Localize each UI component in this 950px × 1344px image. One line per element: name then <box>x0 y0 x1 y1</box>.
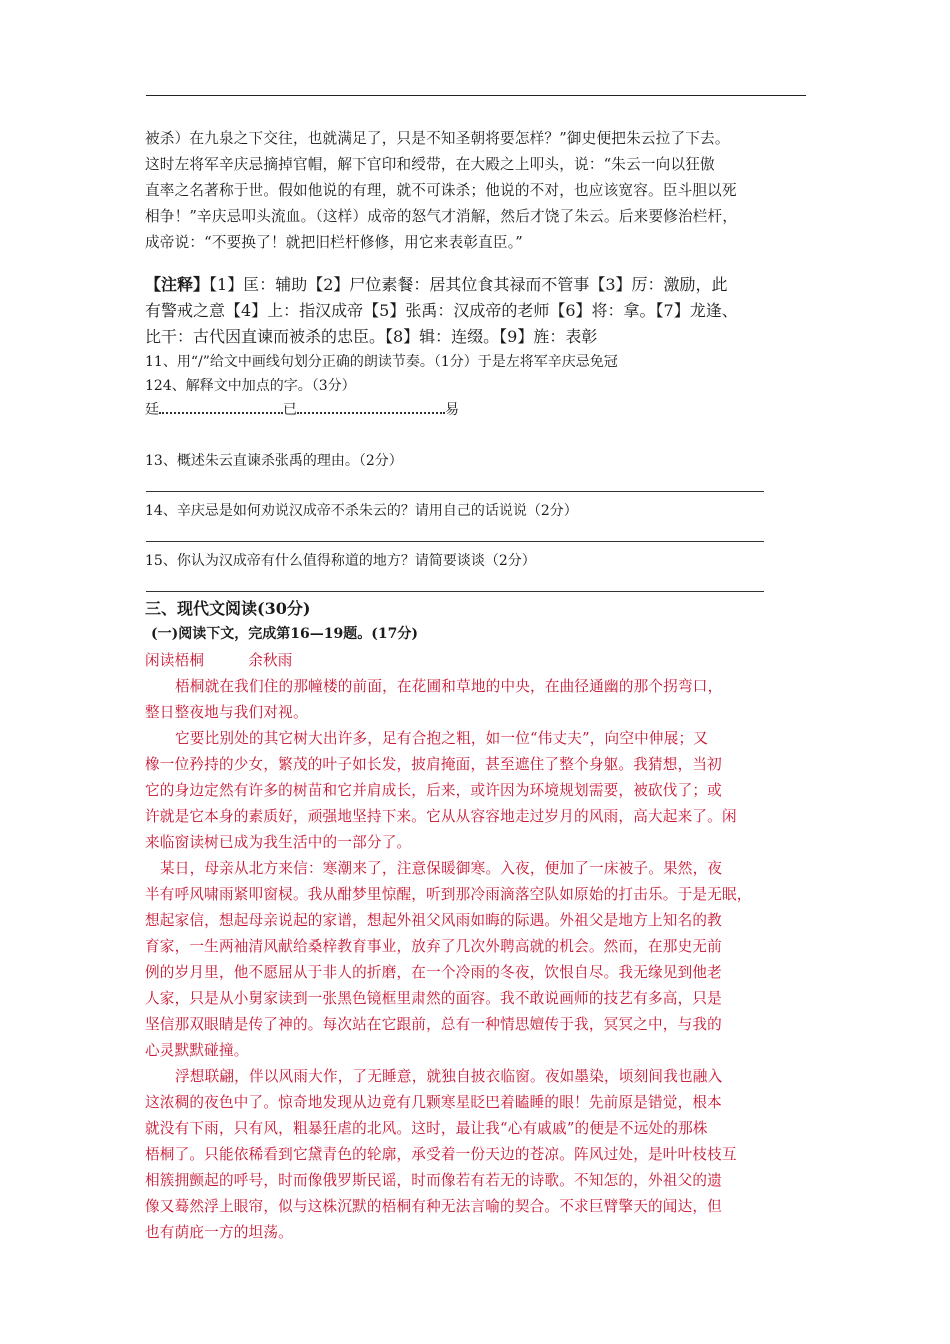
classical-translation <box>145 126 815 256</box>
article-paragraph <box>145 1064 815 1246</box>
text-line: 橡一位矜持的少女，繁茂的叶子如长发，披肩掩面，甚至遮住了整个身躯。我猜想，当初 <box>145 756 722 773</box>
text-line: 半有呼风啸雨紧叩窗棂。我从酣梦里惊醒，听到那冷雨滴落空队如原始的打击乐。于是无眠， <box>145 886 752 903</box>
text-line: 像又蓦然浮上眼帘，似与这株沉默的梧桐有种无法言喻的契合。不求巨臂擎天的闻达，但 <box>145 1198 722 1215</box>
text-line: 成帝说：“不要换了！就把旧栏杆修修，用它来表彰直臣。” <box>145 234 523 251</box>
question-12-blanks <box>145 398 815 422</box>
answer-blank[interactable] <box>297 398 445 414</box>
text-line: 相簇拥颤起的呼号，时而像俄罗斯民谣，时而像若有若无的诗歌。不知怎的，外祖父的遗 <box>145 1172 722 1189</box>
question-12: 124、解释文中加点的字。（3分） <box>145 378 356 394</box>
text-line: 某日，母亲从北方来信：寒潮来了，注意保暖御寒。入夜，便加了一床被子。果然，夜 <box>160 860 723 877</box>
text-line: 直率之名著称于世。假如他说的有理，就不可诛杀；他说的不对，也应该宽容。臣斗胆以死 <box>145 182 737 199</box>
question-15: 15、你认为汉成帝有什么值得称道的地方？请简要谈谈（2分） <box>145 553 536 569</box>
text-line: 来临窗读树已成为我生活中的一部分了。 <box>145 834 412 851</box>
notes-line: 【注释】【1】匡：辅助【2】尸位素餐：居其位食其禄而不管事【3】厉：激励，此 <box>145 275 728 294</box>
text-line: 许就是它本身的素质好，顽强地坚持下来。它从从容容地走过岁月的风雨，高大起来了。闲 <box>145 808 737 825</box>
text-line: 梧桐了。只能依稀看到它黛青色的轮廓，承受着一份天边的苍凉。阵风过处，是叶叶枝枝互 <box>145 1146 737 1163</box>
notes-line: 比干：古代因直谏而被杀的忠臣。【8】辑：连缀。【9】旌：表彰 <box>145 327 598 346</box>
text-line: 心灵默默碰撞。 <box>145 1042 249 1059</box>
text-line: 被杀）在九泉之下交往，也就满足了，只是不知圣朝将要怎样？”御史便把朱云拉了下去。 <box>145 130 730 147</box>
text-line: 浮想联翩，伴以风雨大作，了无睡意，就独自披衣临窗。夜如墨染，顷刻间我也融入 <box>175 1068 723 1085</box>
article-paragraph <box>145 856 815 1064</box>
notes-block <box>145 272 815 350</box>
notes-line: 有警戒之意【4】上：指汉成帝【5】张禹：汉成帝的老师【6】将：拿。【7】龙逢、 <box>145 301 738 320</box>
question-11: 11、用“/”给文中画线句划分正确的朗读节奏。（1分）于是左将军辛庆忌免冠 <box>145 354 618 370</box>
text-line: 育家，一生两袖清风献给桑梓教育事业，放弃了几次外聘高就的机会。然而，在那史无前 <box>145 938 722 955</box>
answer-line[interactable] <box>146 491 764 492</box>
text-line: 相争！”辛庆忌叩头流血。（这样）成帝的怒气才消解，然后才饶了朱云。后来要修治栏杆， <box>145 208 738 225</box>
text-line: 坚信那双眼睛是传了神的。每次站在它跟前，总有一种情思嬗传于我，冥冥之中，与我的 <box>145 1016 722 1033</box>
dotted-char: 已 <box>283 402 297 418</box>
text-line: 它的身边定然有许多的树苗和它并肩成长，后来，或许因为环境规划需要，被砍伐了；或 <box>145 782 722 799</box>
article-body <box>145 674 815 1246</box>
text-line: 人家，只是从小舅家读到一张黑色镜框里肃然的面容。我不敢说画师的技艺有多高，只是 <box>145 990 722 1007</box>
header-rule <box>146 95 806 96</box>
article-title: 闲读梧桐 <box>145 652 205 669</box>
text-line: 整日整夜地与我们对视。 <box>145 704 308 721</box>
article-paragraph <box>145 726 815 856</box>
text-line: 这浓稠的夜色中了。惊奇地发现从边竟有几颗寒星眨巴着瞌睡的眼！先前原是错觉，根本 <box>145 1094 722 1111</box>
answer-line[interactable] <box>146 541 764 542</box>
text-line: 想起家信，想起母亲说起的家谱，想起外祖父风雨如晦的际遇。外祖父是地方上知名的教 <box>145 912 722 929</box>
text-line: 就没有下雨，只有风，粗暴狂虐的北风。这时，最让我“心有戚戚”的便是不远处的那株 <box>145 1120 708 1137</box>
question-14: 14、辛庆忌是如何劝说汉成帝不杀朱云的？请用自己的话说说（2分） <box>145 503 578 519</box>
text-line: 这时左将军辛庆忌摘掉官帽，解下官印和绶带，在大殿之上叩头，说：“朱云一向以狂傲 <box>145 156 715 173</box>
answer-line[interactable] <box>146 591 764 592</box>
question-13: 13、概述朱云直谏杀张禹的理由。（2分） <box>145 453 403 469</box>
notes-label: 【注释】 <box>145 275 210 294</box>
text-line: 它要比别处的其它树大出许多，足有合抱之粗，如一位“伟丈夫”，向空中伸展；又 <box>175 730 709 747</box>
article-title-line <box>145 648 815 674</box>
section-subheading: (一)阅读下文，完成第16—19题。(17分) <box>151 626 418 642</box>
answer-blank[interactable] <box>159 398 283 414</box>
article-paragraph <box>145 674 815 726</box>
text-line: 梧桐就在我们住的那幢楼的前面，在花圃和草地的中央，在曲径通幽的那个拐弯口， <box>175 678 723 695</box>
section-heading: 三、现代文阅读(30分) <box>145 599 311 618</box>
dotted-char: 廷 <box>145 402 159 418</box>
dotted-char: 易 <box>445 402 459 418</box>
text-line: 也有荫庇一方的坦荡。 <box>145 1224 293 1241</box>
text-line: 例的岁月里，他不愿屈从于非人的折磨，在一个冷雨的冬夜，饮恨自尽。我无缘见到他老 <box>145 964 722 981</box>
article-author: 余秋雨 <box>248 652 293 669</box>
